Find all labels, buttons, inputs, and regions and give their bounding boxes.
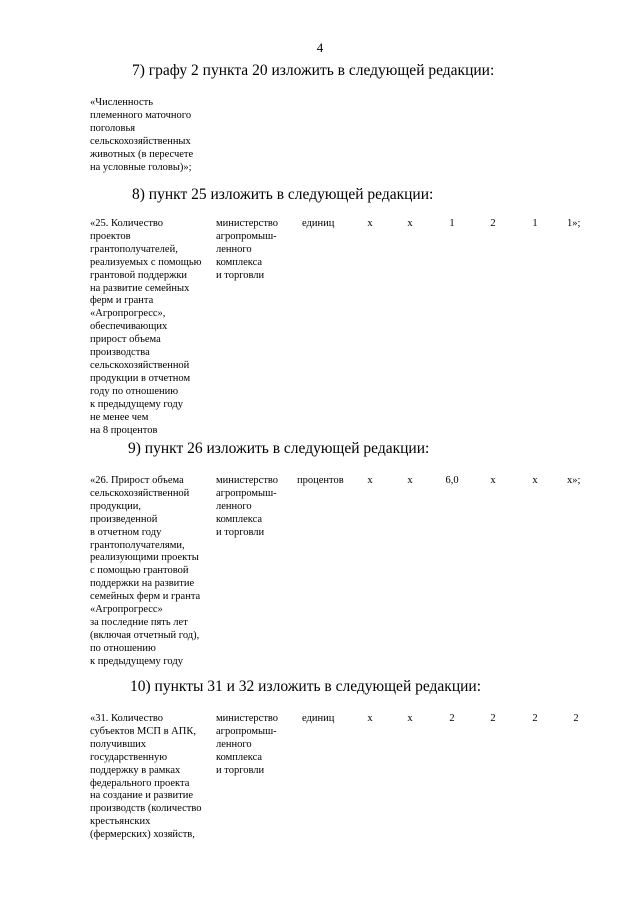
section-9-value-4: х (490, 475, 496, 486)
section-8-responsible: министерство агропромыш- ленного комплекса и торговли (216, 218, 279, 281)
section-10-value-1: х (367, 713, 373, 724)
section-10-value-4: 2 (490, 713, 496, 724)
section-10-value-2: х (407, 713, 413, 724)
section-9-unit: процентов (297, 475, 344, 486)
section-9-responsible: министерство агропромыш- ленного комплекса и торговли (216, 475, 279, 538)
section-7-heading: 7) графу 2 пункта 20 изложить в следующей редакции: (132, 62, 495, 79)
section-8-row (90, 218, 590, 436)
section-8-heading: 8) пункт 25 изложить в следующей редакции: (132, 186, 434, 203)
section-8-value-1: х (367, 218, 373, 229)
section-10-responsible: министерство агропромыш- ленного комплекса и торговли (216, 713, 279, 776)
section-10-indicator-text: «31. Количество субъектов МСП в АПК, получивших государственную поддержку в рамках федерального проекта на создание и развитие производств (количество крестьянских (фермерских) хозяйств, (90, 713, 202, 841)
section-10-value-3: 2 (449, 713, 455, 724)
section-10-value-5: 2 (532, 713, 538, 724)
section-10-value-6: 2 (573, 713, 579, 724)
page-number: 4 (316, 40, 324, 55)
section-10-row (90, 713, 590, 848)
section-10-heading: 10) пункты 31 и 32 изложить в следующей редакции: (130, 678, 482, 695)
section-9-value-3: 6,0 (445, 475, 459, 486)
section-9-value-6: х»; (567, 475, 581, 486)
section-8-value-5: 1 (532, 218, 538, 229)
section-9-heading: 9) пункт 26 изложить в следующей редакции: (128, 440, 430, 457)
section-8-unit: единиц (302, 218, 335, 229)
section-9-indicator-text: «26. Прирост объема сельскохозяйственной продукции, произведенной в отчетном году грантополучателями, реализующими проекты с помощью грантовой поддержки на развитие семейных ферм и гранта «Агропрогресс» за последние пять лет (включая отчетный год), по отношению к предыдущему году (90, 475, 201, 667)
section-8-value-4: 2 (490, 218, 496, 229)
section-8-value-3: 1 (449, 218, 455, 229)
section-8-value-6: 1»; (567, 218, 581, 229)
section-10-unit: единиц (302, 713, 335, 724)
section-9-value-5: х (532, 475, 538, 486)
section-8-indicator-text: «25. Количество проектов грантополучателей, реализуемых с помощью грантовой поддержки на развитие семейных ферм и гранта «Агропрогресс», обеспечивающих прирост объема производства сельскохозяйственной продукции в отчетном году по отношению к предыдущему году не менее чем на 8 процентов (90, 218, 202, 436)
section-9-row (90, 475, 590, 665)
section-8-value-2: х (407, 218, 413, 229)
section-9-value-2: х (407, 475, 413, 486)
section-9-value-1: х (367, 475, 373, 486)
section-7-indicator-text: «Численность племенного маточного поголовья сельскохозяйственных животных (в пересчете на условные головы)»; (90, 97, 194, 173)
